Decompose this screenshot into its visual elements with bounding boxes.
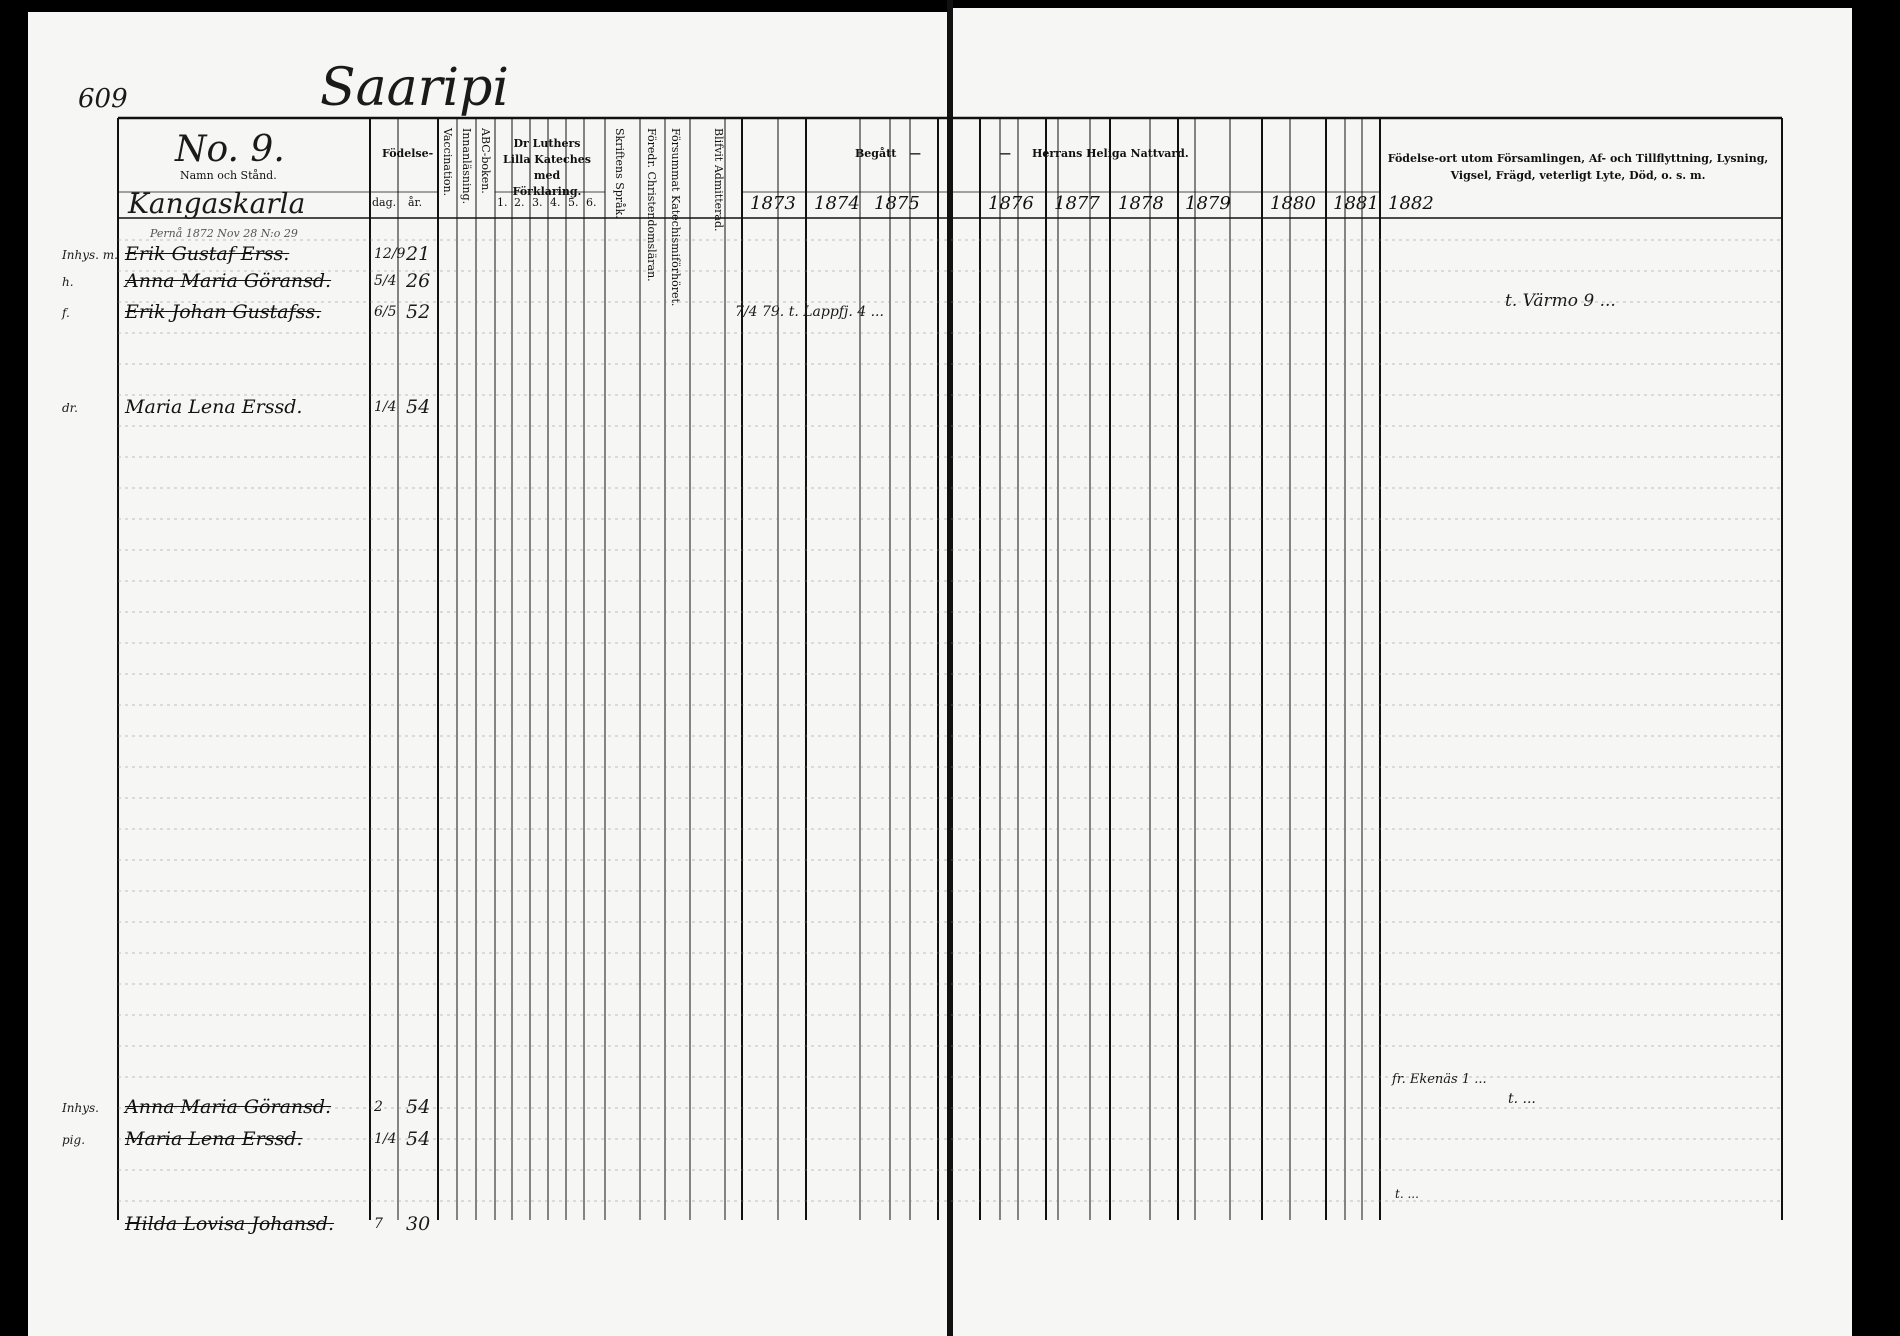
year-header: 1873 [750, 193, 796, 214]
entry-prefix: Inhys. [62, 1101, 99, 1115]
entry-birth-day: 7 [374, 1216, 383, 1232]
year-header: 1880 [1270, 193, 1316, 214]
annotation-right-4: t. ... [1395, 1187, 1419, 1201]
catechism-number: 1. [497, 196, 508, 209]
household-number: No. 9. [175, 129, 285, 170]
entry-name: Erik Gustaf Erss. [125, 243, 290, 265]
entry-birth-day: 12/9 [374, 246, 406, 262]
year-header: 1882 [1388, 193, 1434, 214]
year-header: 1876 [988, 193, 1034, 214]
catechism-number: 3. [532, 196, 543, 209]
year-header: 1875 [874, 193, 920, 214]
entry-name: Erik Johan Gustafss. [125, 301, 322, 323]
year-header: 1879 [1185, 193, 1231, 214]
village-name: Saaripi [320, 58, 510, 118]
entry-name: Hilda Lovisa Johansd. [125, 1213, 335, 1235]
entry-birth-year: 52 [406, 301, 431, 323]
catechism-header: Dr Luthers Lilla Kateches med Förklaring. [503, 137, 591, 198]
entry-prefix: pig. [62, 1133, 86, 1147]
entry-birth-day: 6/5 [374, 304, 397, 320]
birth-day-header: dag. [372, 196, 397, 209]
entry-birth-day: 1/4 [374, 1131, 397, 1147]
catechism-number: 6. [586, 196, 597, 209]
entry-name: Maria Lena Erssd. [125, 396, 303, 418]
entry-name: Maria Lena Erssd. [125, 1128, 303, 1150]
entry-birth-day: 1/4 [374, 399, 397, 415]
entry-name: Anna Maria Göransd. [125, 1096, 332, 1118]
vaccination-header: Vaccination. [441, 128, 454, 197]
catechism-number: 5. [568, 196, 579, 209]
year-header: 1877 [1054, 193, 1100, 214]
blifvit-header: Blifvit Admitterad. [712, 128, 725, 232]
skriftens-header: Skriftens Språk. [613, 128, 626, 219]
year-header: 1881 [1333, 193, 1379, 214]
entry-birth-year: 54 [406, 396, 431, 418]
entry-birth-year: 21 [406, 243, 431, 265]
nattvard-header: Herrans Heliga Nattvard. [1032, 147, 1189, 160]
entry-prefix: h. [62, 275, 74, 289]
annotation-right-3: t. ... [1508, 1091, 1536, 1107]
annotation-moved: 7/4 79. t. Lappfj. 4 ... [735, 304, 884, 320]
household-name: Kangaskarla [128, 187, 306, 220]
page-number: 609 [78, 84, 128, 114]
abc-header: ABC-boken. [479, 128, 492, 194]
forsummat-header: Försummat Katechismiförhöret. [669, 128, 682, 307]
annotation-right-1: t. Värmo 9 ... [1505, 291, 1616, 311]
entry-birth-year: 54 [406, 1096, 431, 1118]
begatt-header: Begått [855, 147, 897, 160]
birth-header: Födelse- [382, 147, 434, 160]
name-column-header: Namn och Stånd. [180, 169, 277, 182]
catechism-number: 4. [550, 196, 561, 209]
entry-prefix: f. [62, 306, 70, 320]
entry-prefix: dr. [62, 401, 78, 415]
annotation-right-2: fr. Ekenäs 1 ... [1392, 1072, 1487, 1087]
entry-birth-year: 30 [406, 1213, 431, 1235]
year-header: 1874 [814, 193, 860, 214]
entry-birth-year: 26 [406, 270, 431, 292]
entry-prefix: Inhys. m. [62, 248, 118, 262]
dash-left: — [910, 147, 921, 160]
innanlasning-header: Innanläsning. [460, 128, 473, 205]
entry-birth-day: 2 [374, 1099, 383, 1115]
catechism-number: 2. [514, 196, 525, 209]
entry-name: Anna Maria Göransd. [125, 270, 332, 292]
entry-birth-day: 5/4 [374, 273, 397, 289]
entry-birth-year: 54 [406, 1128, 431, 1150]
annotation-line-above: Pernå 1872 Nov 28 N:o 29 [150, 227, 298, 240]
dash-right: — [1000, 147, 1011, 160]
year-header: 1878 [1118, 193, 1164, 214]
foredr-header: Föredr. Christendomsläran. [645, 128, 658, 282]
birth-year-header: år. [408, 196, 423, 209]
right-column-header: Födelse-ort utom Församlingen, Af- och Tillflyttning, Lysning, Vigsel, Frägd, veterligt Lyte, Död, o. s. m. [1387, 152, 1769, 182]
